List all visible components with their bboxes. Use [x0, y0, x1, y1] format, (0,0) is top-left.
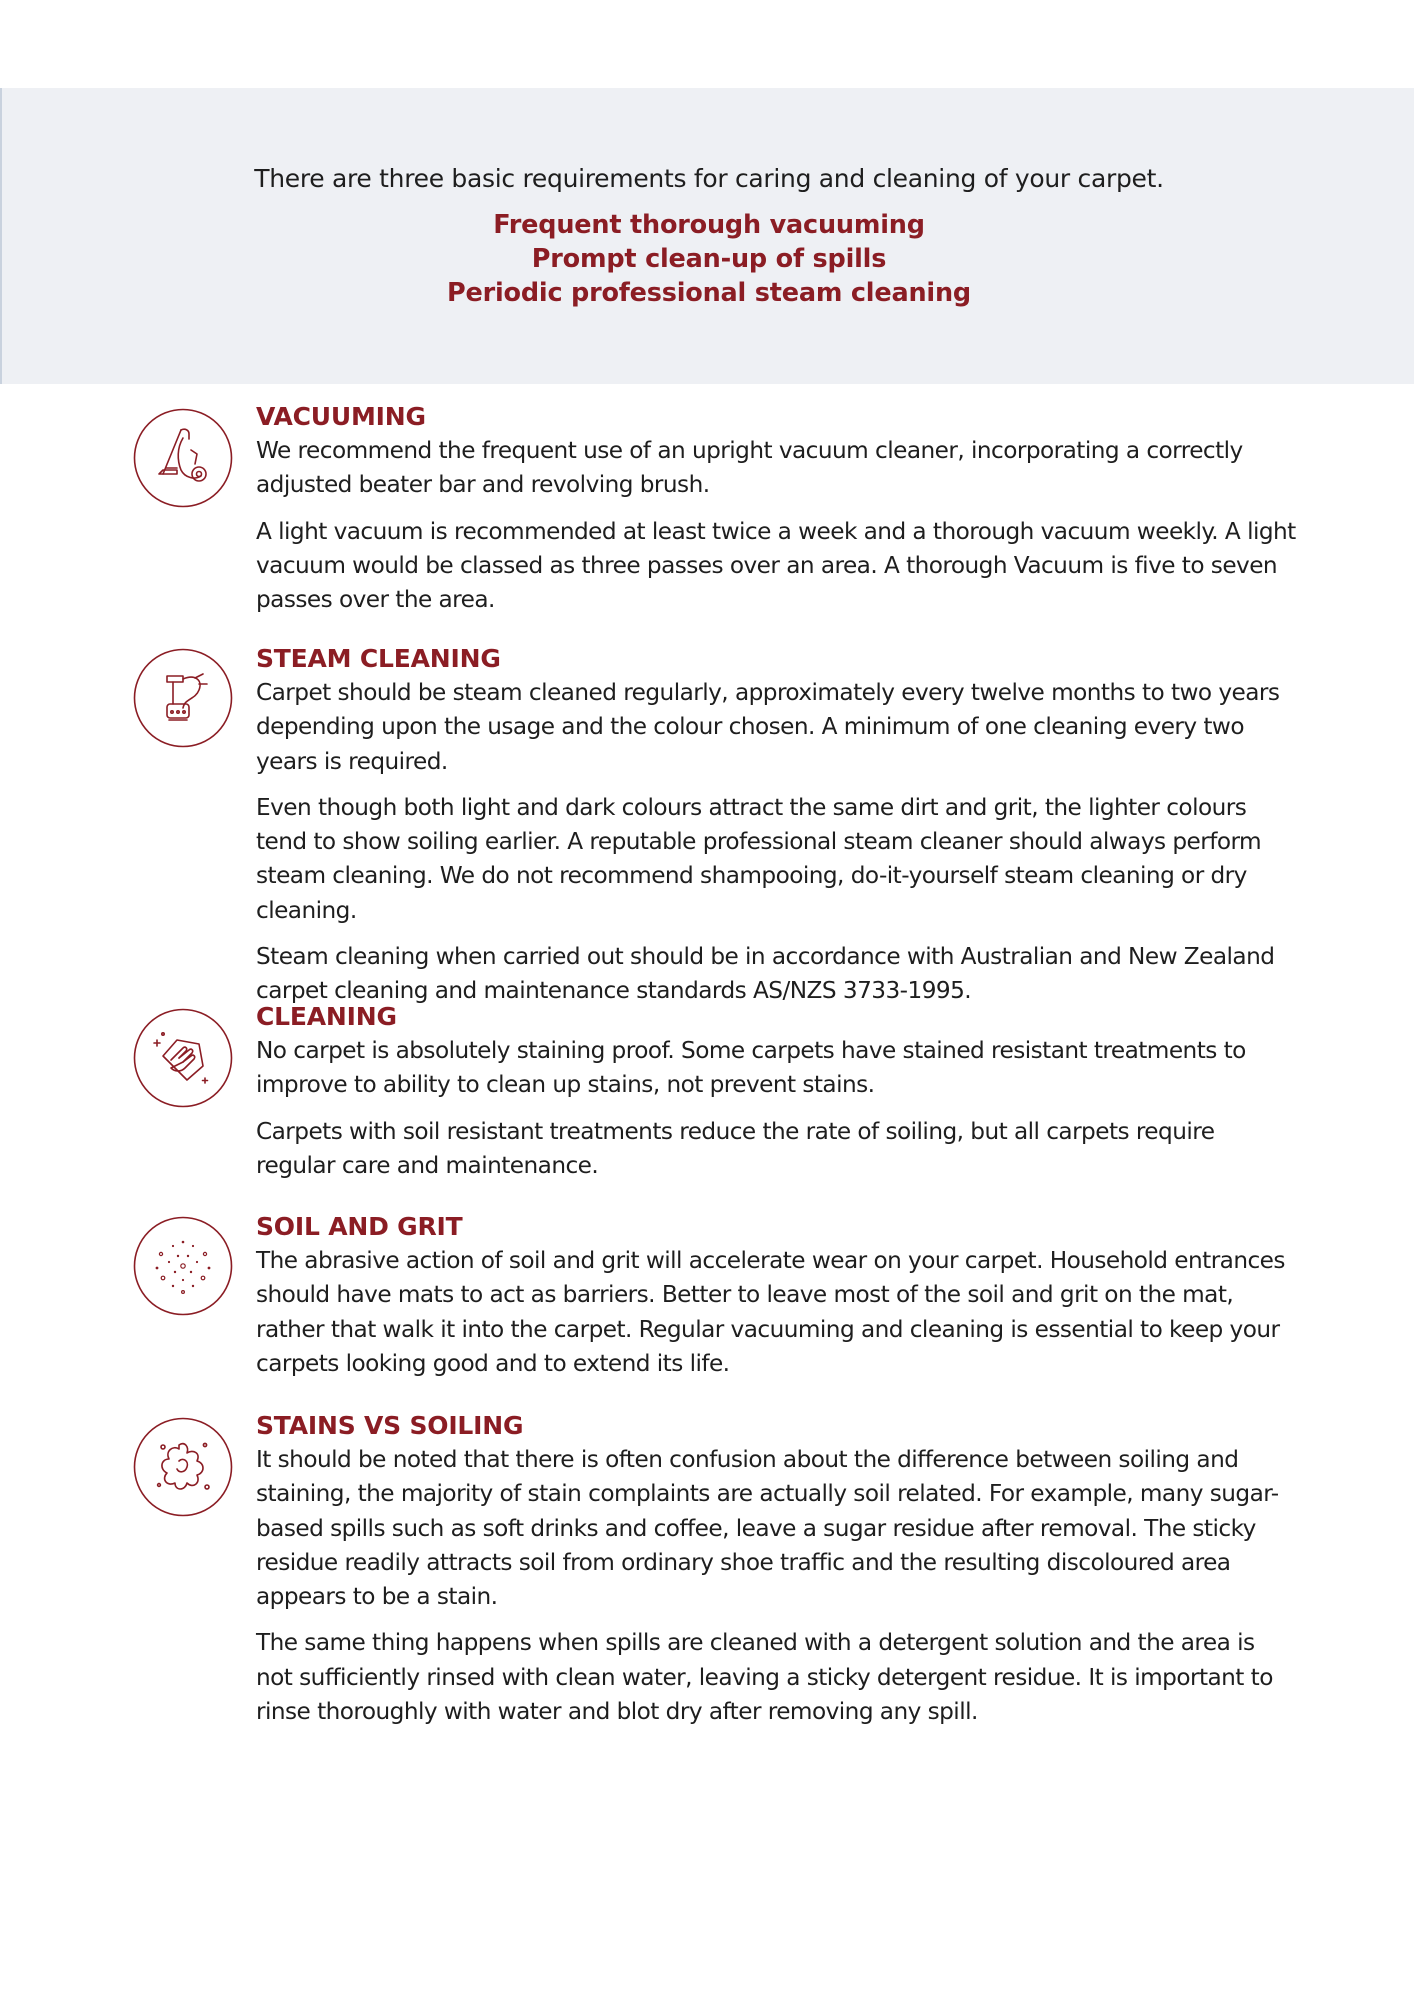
section-paragraph: The same thing happens when spills are cleaned with a detergent solution and the area is not sufficiently rinsed with clean water, leaving a sticky detergent residue. It is important to rinse thoroughly with water and blot dry after removing any spill. [256, 1629, 1273, 1726]
section-paragraph: The abrasive action of soil and grit will accelerate wear on your carpet. Household entrances should have mats to act as barriers. Better to leave most of the soil and grit on the mat, rather that walk it into the carpet. Regular vacuuming and cleaning is essential to keep your carpets looking good and to extend its life. [256, 1247, 1285, 1377]
vacuum-cleaner-icon [133, 408, 233, 508]
section-content [256, 1000, 1296, 1195]
section-content [256, 642, 1296, 1021]
section-paragraph: A light vacuum is recommended at least twice a week and a thorough vacuum weekly. A light vacuum would be classed as three passes over an area. A thorough Vacuum is five to seven passes over the area. [256, 517, 1296, 614]
requirement-item: Prompt clean-up of spills [531, 244, 887, 274]
steam-cleaner-icon [133, 648, 233, 748]
section-heading: STAINS VS SOILING [256, 1411, 524, 1440]
section-content [256, 400, 1296, 629]
section-paragraph: We recommend the frequent use of an upright vacuum cleaner, incorporating a correctly adjusted beater bar and revolving brush. [256, 437, 1243, 499]
section-heading: VACUUMING [256, 402, 426, 431]
section-heading: CLEANING [256, 1002, 397, 1031]
section-paragraph: Steam cleaning when carried out should be in accordance with Australian and New Zealand carpet cleaning and maintenance standards AS/NZS 3733-1995. [256, 943, 1275, 1005]
section-paragraph: Even though both light and dark colours attract the same dirt and grit, the lighter colours tend to show soiling earlier. A reputable professional steam cleaner should always perform steam cleaning. We do not recommend shampooing, do-it-yourself steam cleaning or dry cleaning. [256, 793, 1262, 924]
intro-text: There are three basic requirements for caring and cleaning of your carpet. [254, 164, 1164, 193]
requirements-list [2, 208, 1414, 310]
section-paragraph: Carpet should be steam cleaned regularly, approximately every twelve months to two years depending upon the usage and the colour chosen. A minimum of one cleaning every two years is required. [256, 679, 1280, 775]
section-paragraph: Carpets with soil resistant treatments reduce the rate of soiling, but all carpets require regular care and maintenance. [256, 1117, 1215, 1179]
requirement-item: Frequent thorough vacuuming [493, 210, 925, 240]
intro-band [0, 88, 1414, 384]
section-content [256, 1210, 1296, 1393]
hand-cleaning-icon [133, 1008, 233, 1108]
section-heading: SOIL AND GRIT [256, 1212, 463, 1241]
soil-particles-icon [133, 1216, 233, 1316]
section-heading: STEAM CLEANING [256, 644, 501, 673]
section-paragraph: It should be noted that there is often confusion about the difference between soiling and staining, the majority of stain complaints are actually soil related. For example, many sugar-based spills such as soft drinks and coffee, leave a sugar residue after removal. The sticky residue readily attracts soil from ordinary shoe traffic and the resulting discoloured area appears to be a stain. [256, 1446, 1279, 1611]
requirement-item: Periodic professional steam cleaning [447, 278, 971, 308]
stain-splash-icon [133, 1417, 233, 1517]
section-paragraph: No carpet is absolutely staining proof. Some carpets have stained resistant treatments to improve to ability to clean up stains, not prevent stains. [256, 1037, 1246, 1099]
section-content [256, 1409, 1296, 1741]
